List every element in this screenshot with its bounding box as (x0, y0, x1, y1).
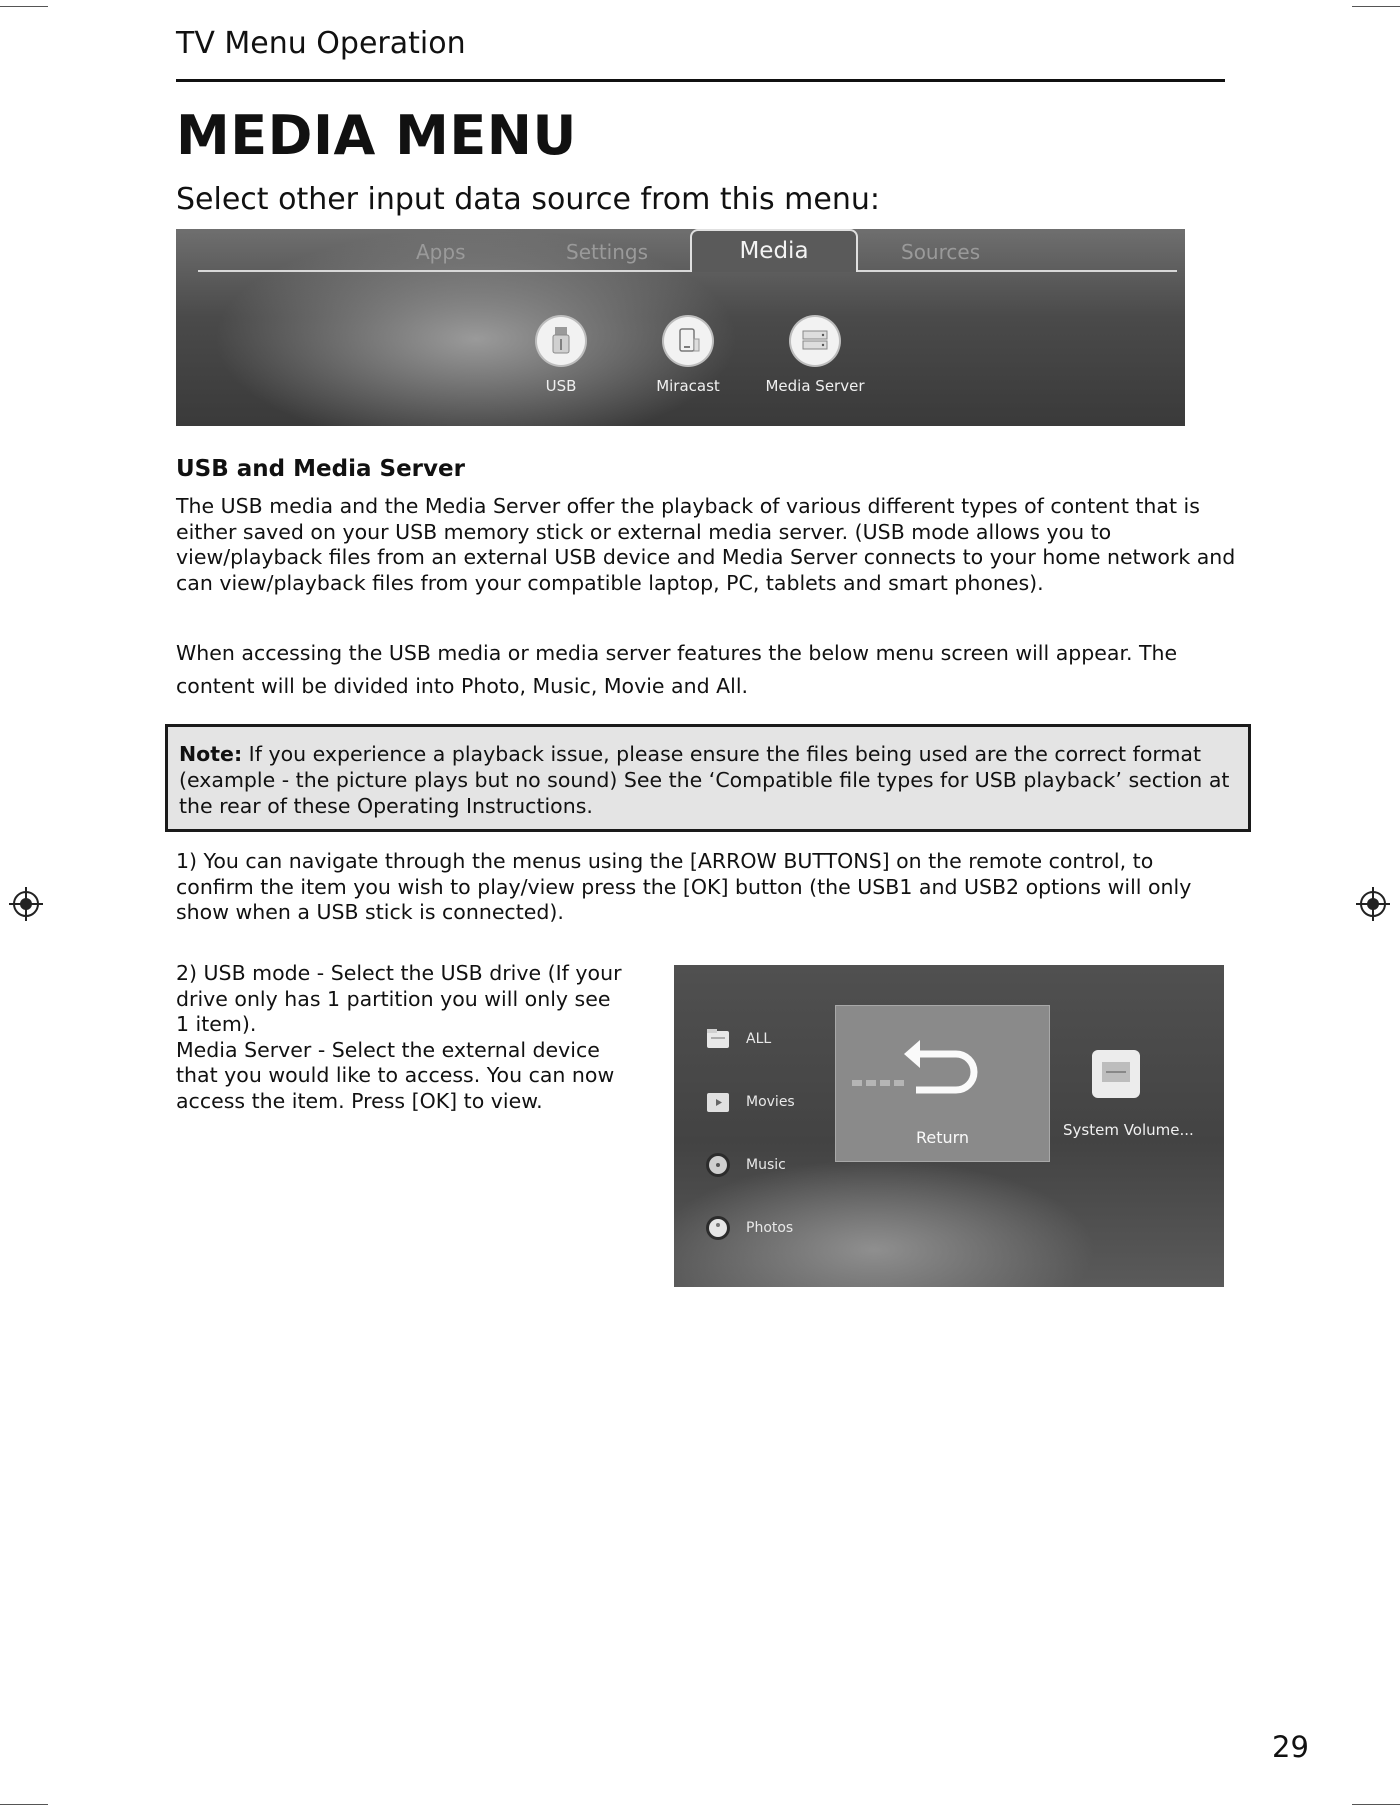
sidebar-label: Movies (746, 1094, 795, 1110)
crop-mark (0, 6, 48, 7)
step-2-usb: 2) USB mode - Select the USB drive (If your drive only has 1 partition you will only see 1 item). (176, 961, 622, 1036)
registration-mark-icon (9, 887, 43, 921)
header-divider (176, 79, 1225, 82)
media-server-icon (791, 317, 839, 365)
usb-icon (537, 317, 585, 365)
note-text: If you experience a playback issue, please ensure the files being used are the correct format (example - the picture plays but no sound) See the ‘Compatible file types for USB playback’ section at the rear of these Operating Instructions. (179, 742, 1230, 818)
crop-mark (0, 1804, 48, 1805)
sidebar-item-photos (704, 1214, 793, 1242)
tab-apps: Apps (416, 240, 466, 264)
sidebar-item-music (704, 1151, 786, 1179)
page-title: MEDIA MENU (176, 104, 577, 167)
media-browser-screenshot (674, 965, 1224, 1287)
menu-item-label: USB (545, 377, 577, 395)
tab-media: Media (690, 229, 858, 272)
step-2 (176, 961, 626, 1114)
page-subtitle: Select other input data source from this menu: (176, 182, 880, 217)
drive-icon (1088, 1046, 1144, 1102)
return-label: Return (915, 1128, 970, 1147)
step-2-media-server: Media Server - Select the external device that you would like to access. You can now access the item. Press [OK] to view. (176, 1037, 615, 1113)
tab-settings: Settings (566, 240, 649, 264)
sidebar-item-movies (704, 1088, 795, 1116)
note-label: Note: (179, 742, 243, 766)
system-volume-label: System Volume... (1063, 1121, 1194, 1139)
return-arrow-icon (836, 1006, 1049, 1116)
tab-sources: Sources (901, 240, 981, 264)
return-tile (835, 1005, 1050, 1162)
top-menu-screenshot (176, 229, 1185, 426)
menu-item-label: Miracast (656, 377, 720, 395)
section-heading: USB and Media Server (176, 456, 465, 482)
tab-underline (198, 270, 1177, 272)
section-header: TV Menu Operation (176, 26, 466, 61)
crop-mark (1352, 1804, 1400, 1805)
menu-item-label: Media Server (765, 377, 865, 395)
crop-mark (1352, 6, 1400, 7)
page-number: 29 (1272, 1730, 1309, 1764)
menu-item-usb (501, 317, 621, 395)
photo-icon (704, 1214, 732, 1242)
registration-mark-icon (1356, 887, 1390, 921)
film-icon (704, 1088, 732, 1116)
menu-item-miracast (628, 317, 748, 395)
content-paragraph: When accessing the USB media or media server features the below menu screen will appear. The content will be divided into Photo, Music, Movie and All. (176, 641, 1178, 698)
sidebar-label: Music (746, 1157, 786, 1173)
disc-icon (704, 1151, 732, 1179)
step-1: 1) You can navigate through the menus using the [ARROW BUTTONS] on the remote control, to confirm the item you wish to play/view press the [OK] button (the USB1 and USB2 options will only show when a USB stick is connected). (176, 849, 1192, 924)
sidebar-label: ALL (746, 1031, 772, 1047)
menu-item-media-server (755, 317, 875, 395)
sidebar-item-all (704, 1025, 771, 1053)
sidebar-label: Photos (746, 1220, 794, 1236)
note-box (165, 724, 1251, 832)
miracast-icon (664, 317, 712, 365)
intro-paragraph: The USB media and the Media Server offer the playback of various different types of content that is either saved on your USB memory stick or external media server. (USB mode allows you to view/playback files from an external USB device and Media Server connects to your home network and can view/playback files from your compatible laptop, PC, tablets and smart phones). (176, 494, 1236, 595)
folder-icon (704, 1025, 732, 1053)
